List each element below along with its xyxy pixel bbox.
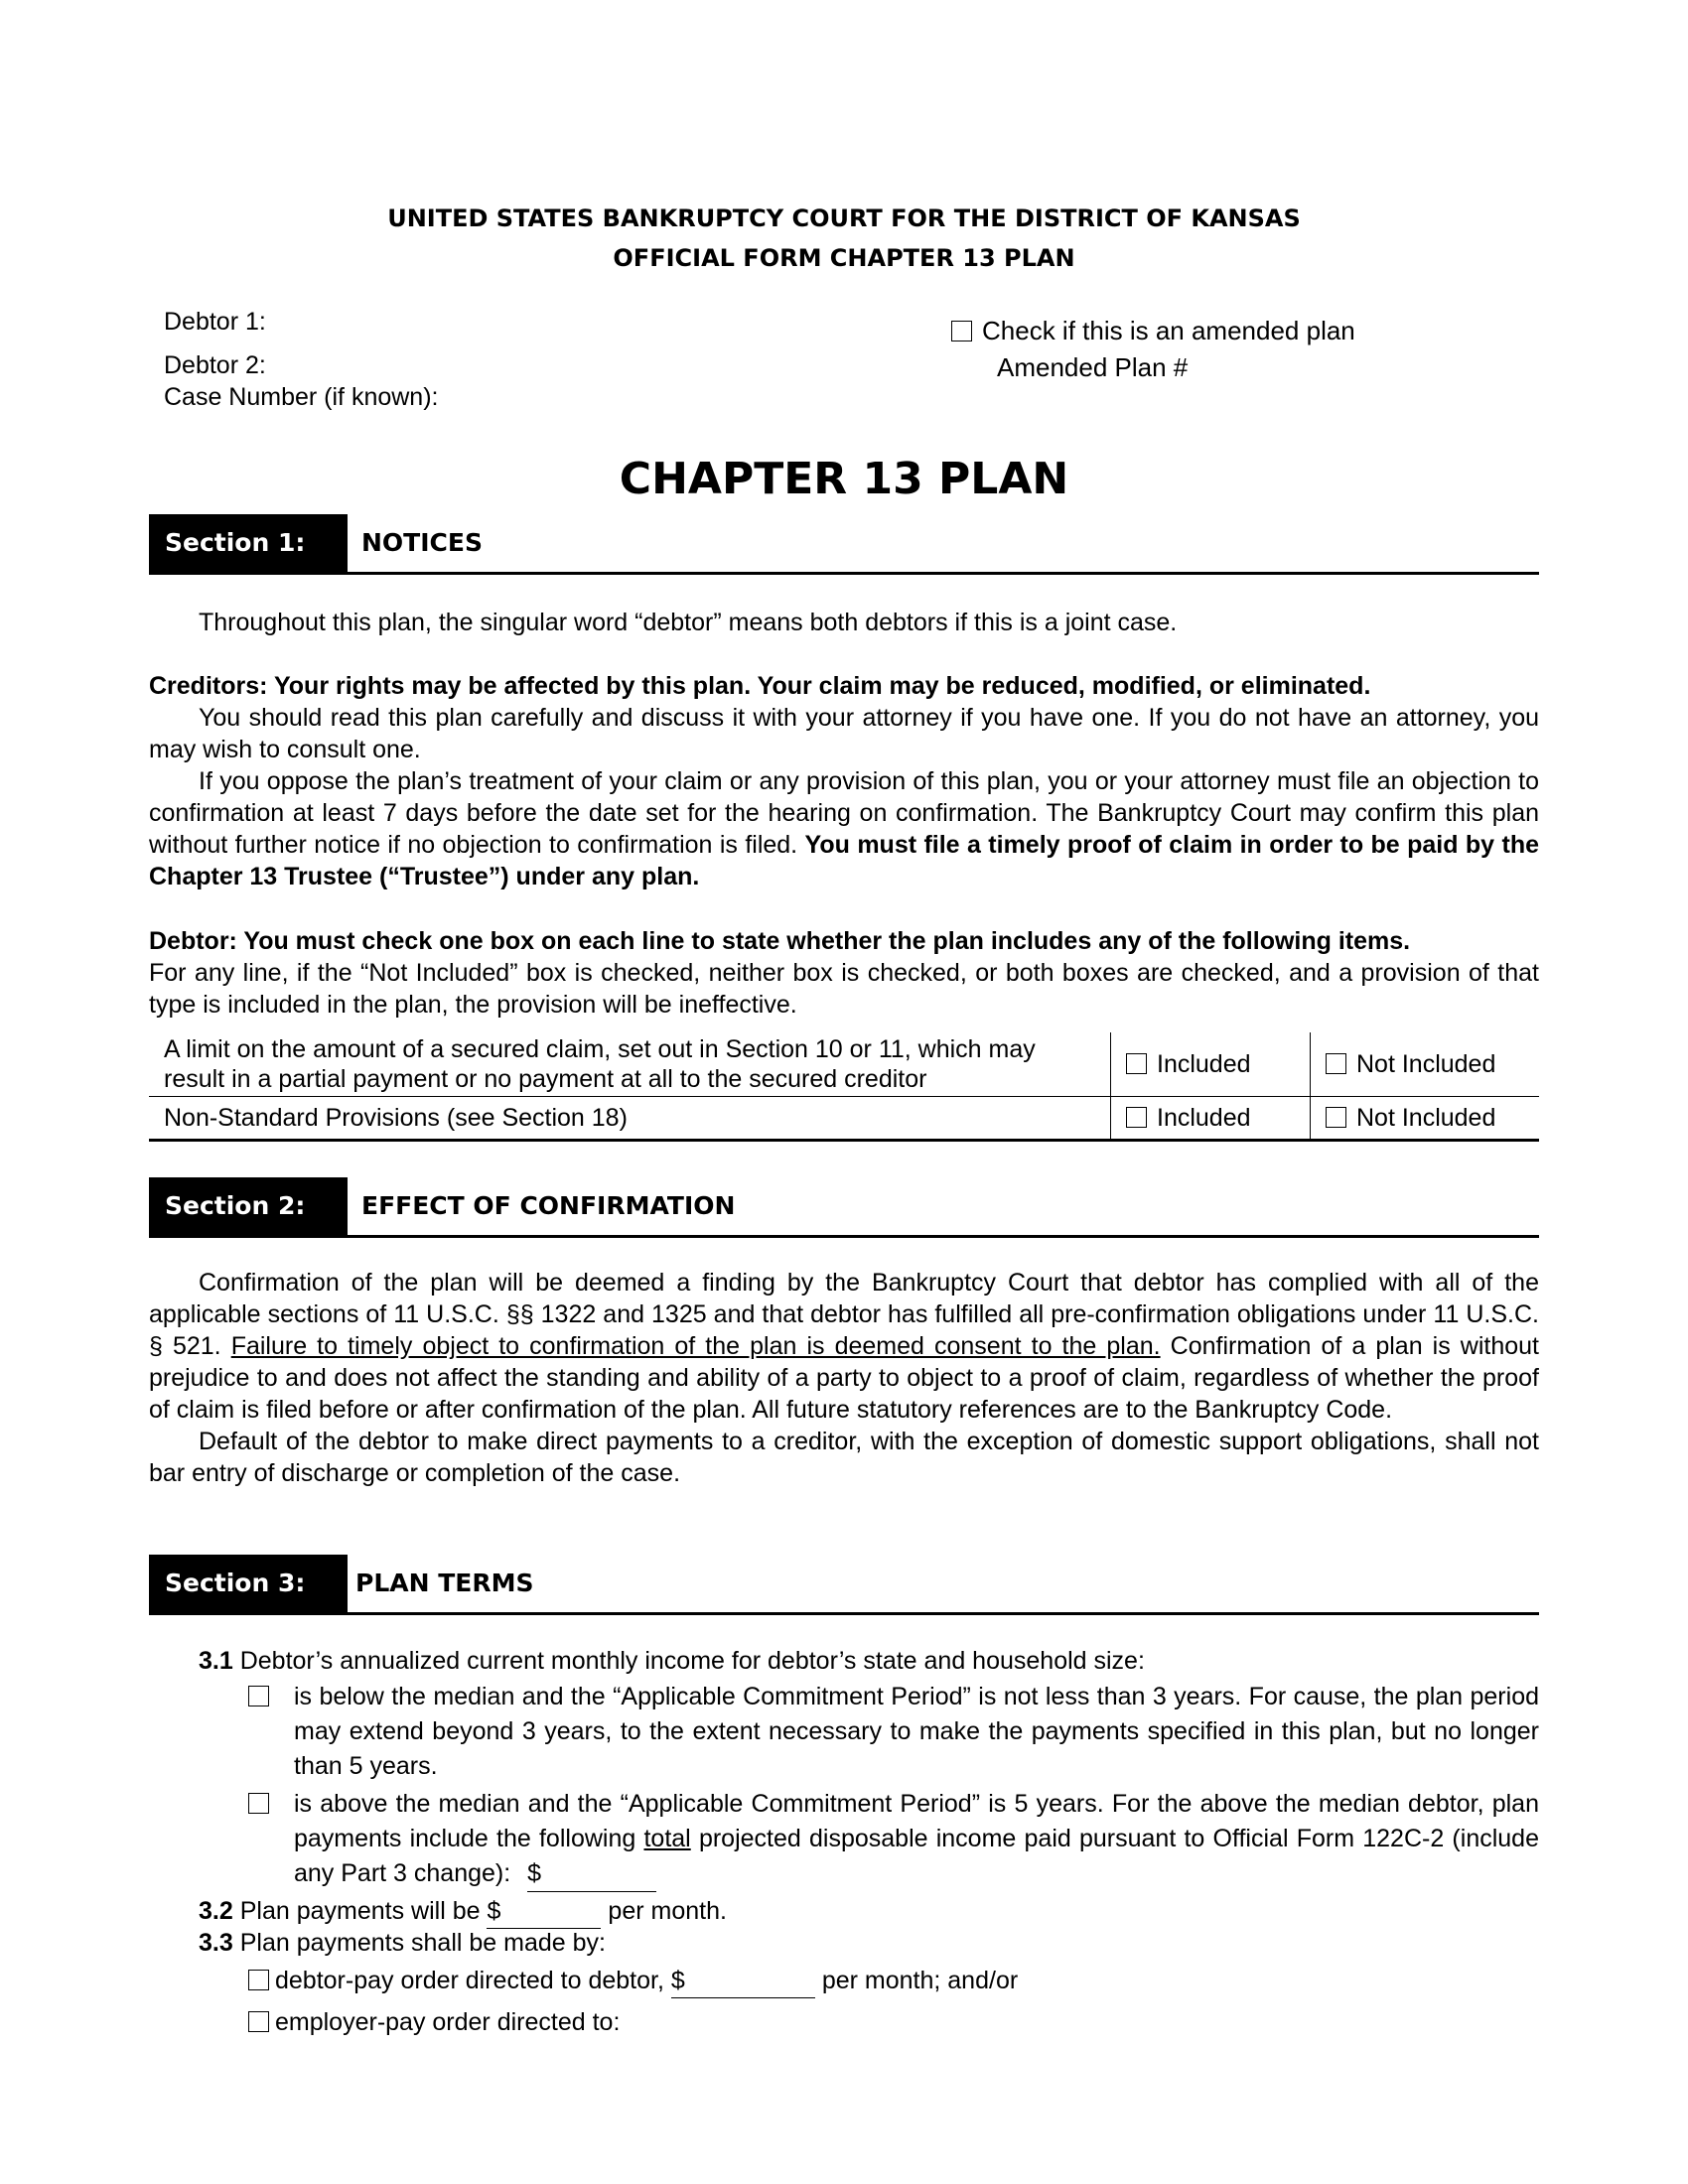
employer-pay-checkbox[interactable] <box>248 2011 269 2032</box>
not-included-checkbox[interactable] <box>1326 1107 1346 1128</box>
court-heading <box>149 199 1539 278</box>
debtor-pay-checkbox[interactable] <box>248 1970 269 1990</box>
joint-case-note: Throughout this plan, the singular word “debtor” means both debtors if this is a joint case. <box>199 609 1178 636</box>
not-included-checkbox[interactable] <box>1326 1053 1346 1074</box>
row-description: Non-Standard Provisions (see Section 18) <box>149 1097 1111 1141</box>
item-3-1: 3.1 Debtor’s annualized current monthly income for debtor’s state and household size: <box>199 1647 1145 1675</box>
debtor2-label: Debtor 2: <box>164 351 266 379</box>
form-name: OFFICIAL FORM CHAPTER 13 PLAN <box>613 244 1075 272</box>
court-name: UNITED STATES BANKRUPTCY COURT FOR THE DISTRICT OF KANSAS <box>387 205 1301 232</box>
debtor-notice <box>149 925 1539 1021</box>
amended-check-label: Check if this is an amended plan <box>982 316 1355 345</box>
included-checkbox[interactable] <box>1126 1107 1147 1128</box>
creditors-consult: You should read this plan carefully and discuss it with your attorney if you have one. If you do not have an attorney, you may wish to consult one. <box>149 704 1539 763</box>
below-median-checkbox[interactable] <box>248 1686 269 1706</box>
item-3-2: 3.2 Plan payments will be $ per month. <box>199 1894 727 1929</box>
debtor-pay-amount-field[interactable]: $ <box>671 1964 815 1998</box>
section-1-title: NOTICES <box>361 528 483 557</box>
table-row: Non-Standard Provisions (see Section 18) Included Not Included <box>149 1097 1539 1141</box>
creditors-warning: Creditors: Your rights may be affected by this plan. Your claim may be reduced, modified, or eliminated. <box>149 672 1371 700</box>
creditors-notice <box>149 670 1539 892</box>
debtor-instruction: Debtor: You must check one box on each line to state whether the plan includes any of the following items. <box>149 927 1411 955</box>
section-3-title: PLAN TERMS <box>355 1569 534 1597</box>
table-row: A limit on the amount of a secured claim, set out in Section 10 or 11, which may result in a partial payment or no payment at all to the secured creditor Included Not Included <box>149 1032 1539 1097</box>
section-2-header <box>149 1177 1539 1238</box>
inclusion-table <box>149 1032 1539 1142</box>
debtor-ineffective-note: For any line, if the “Not Included” box is checked, neither box is checked, or both boxes are checked, and a provision of that type is included in the plan, the provision will be ineffective. <box>149 959 1539 1019</box>
page-title: CHAPTER 13 PLAN <box>619 454 1069 504</box>
default-note: Default of the debtor to make direct payments to a creditor, with the exception of domestic support obligations, shall not bar entry of discharge or completion of the case. <box>149 1428 1539 1487</box>
debtor-pay-option: debtor-pay order directed to debtor, $ per month; and/or <box>248 1964 1018 1998</box>
amended-info <box>951 313 1355 386</box>
section-2-title: EFFECT OF CONFIRMATION <box>361 1191 736 1220</box>
section-3-label: Section 3: <box>149 1555 348 1612</box>
case-number-label: Case Number (if known): <box>164 383 439 411</box>
section-2-label: Section 2: <box>149 1177 348 1235</box>
disposable-income-field[interactable]: $ <box>527 1856 656 1892</box>
option-below-median: is below the median and the “Applicable Commitment Period” is not less than 3 years. For cause, the plan period may extend beyond 3 years, to the extent necessary to make the payments specified in this plan, but no longer than 5 years. <box>248 1680 1539 1784</box>
option-above-median: is above the median and the “Applicable Commitment Period” is 5 years. For the above the median debtor, plan payments include the following total projected disposable income paid pursuant to Official Form 122C-2 (include any Part 3 change): $ <box>248 1787 1539 1892</box>
section-1-header <box>149 514 1539 575</box>
amended-plan-number: Amended Plan # <box>997 352 1189 382</box>
creditors-objection: If you oppose the plan’s treatment of your claim or any provision of this plan, you or your attorney must file an objection to confirmation at least 7 days before the date set for the hearing on confirmation. The Bankruptcy Court may confirm this plan without further notice if no objection to confirmation is filed. You must file a timely proof of claim in order to be paid by the Chapter 13 Trustee (“Trustee”) under any plan. <box>149 767 1539 890</box>
row-description: A limit on the amount of a secured claim, set out in Section 10 or 11, which may result in a partial payment or no payment at all to the secured creditor <box>149 1032 1111 1097</box>
debtor1-label: Debtor 1: <box>164 308 266 336</box>
above-median-checkbox[interactable] <box>248 1793 269 1814</box>
monthly-payment-field[interactable]: $ <box>487 1894 601 1929</box>
section-3-header <box>149 1555 1539 1615</box>
employer-pay-option: employer-pay order directed to: <box>248 2005 620 2039</box>
debtor-info <box>164 306 438 413</box>
included-checkbox[interactable] <box>1126 1053 1147 1074</box>
confirmation-text: Confirmation of the plan will be deemed a finding by the Bankruptcy Court that debtor has complied with all of the applicable sections of 11 U.S.C. §§ 1322 and 1325 and that debtor has fulfilled all pre-confirmation obligations under 11 U.S.C. § 521. Failure to timely object to confirmation of the plan is deemed consent to the plan. Confirmation of a plan is without prejudice to and does not affect the standing and ability of a party to object to a proof of claim, regardless of whether the proof of claim is filed before or after confirmation of the plan. All future statutory references are to the Bankruptcy Code. Default of the debtor to make direct payments to a creditor, with the exception of domestic support obligations, shall not bar entry of discharge or completion of the case. <box>149 1269 1539 1487</box>
amended-checkbox[interactable] <box>951 321 972 341</box>
item-3-3: 3.3 Plan payments shall be made by: <box>199 1929 606 1957</box>
section-1-label: Section 1: <box>149 514 348 572</box>
